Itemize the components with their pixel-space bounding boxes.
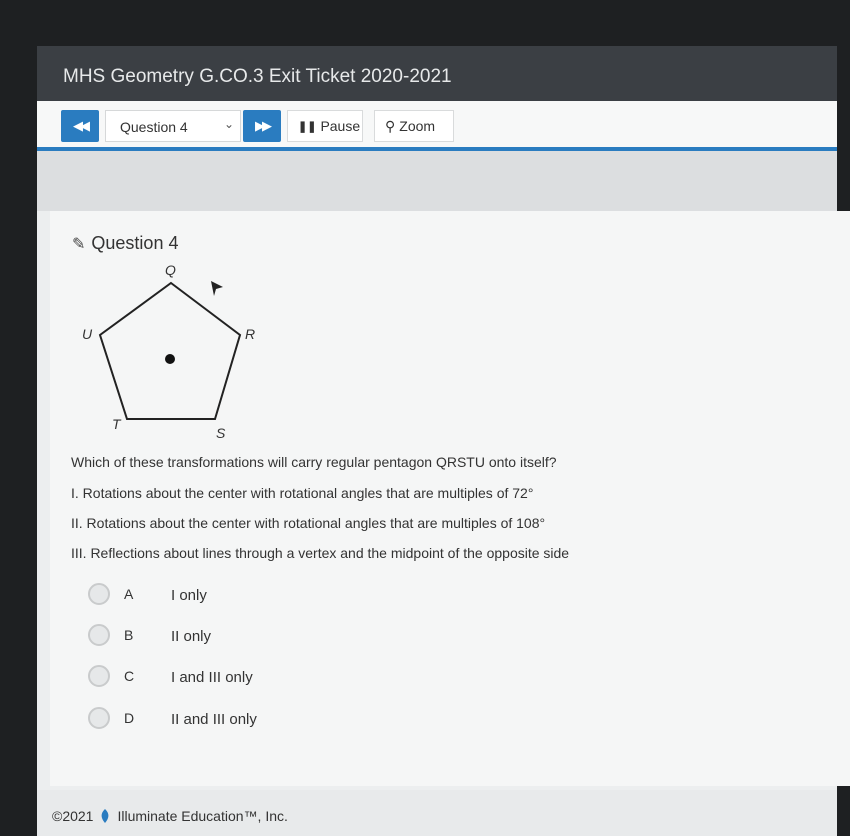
radio-d[interactable]: [88, 707, 110, 729]
copyright-text: ©2021: [52, 808, 94, 824]
pause-label: Pause: [320, 118, 361, 134]
chevron-down-icon: ⌄: [223, 117, 234, 131]
vertex-label-t: T: [112, 416, 121, 432]
statement-3: III. Reflections about lines through a vertex and the midpoint of the opposite side: [71, 545, 570, 561]
center-point: [165, 354, 175, 364]
search-icon: ⚲: [385, 117, 396, 134]
choice-b[interactable]: [88, 624, 488, 650]
question-heading: [72, 233, 178, 254]
question-select-value: Question 4: [120, 119, 188, 135]
fast-forward-icon: ▶▶: [255, 118, 269, 133]
question-card: [50, 211, 850, 786]
header-band: [37, 151, 837, 211]
footer: [37, 790, 837, 836]
zoom-button[interactable]: [374, 110, 454, 142]
statement-2: II. Rotations about the center with rotational angles that are multiples of 108°: [71, 515, 546, 531]
vertex-label-s: S: [216, 425, 226, 441]
rewind-icon: ◀◀: [73, 118, 87, 133]
title-bar: [37, 46, 837, 101]
choice-letter: C: [124, 668, 135, 684]
pentagon-shape: [100, 283, 240, 419]
choice-a[interactable]: [88, 583, 488, 609]
pause-button[interactable]: [287, 110, 363, 142]
choice-c[interactable]: [88, 665, 488, 691]
question-title: Question 4: [91, 233, 179, 253]
zoom-label: Zoom: [399, 118, 436, 134]
choice-text: II only: [171, 628, 212, 645]
question-prompt: Which of these transformations will carry regular pentagon QRSTU onto itself?: [71, 454, 557, 470]
choice-d[interactable]: [88, 707, 488, 733]
choice-text: I and III only: [171, 669, 253, 686]
radio-b[interactable]: [88, 624, 110, 646]
radio-a[interactable]: [88, 583, 110, 605]
app-title: MHS Geometry G.CO.3 Exit Ticket 2020-2021: [63, 66, 452, 87]
question-select[interactable]: [105, 110, 241, 142]
cursor-icon: [211, 281, 223, 296]
choice-letter: B: [124, 627, 134, 643]
company-name: Illuminate Education™, Inc.: [117, 808, 288, 824]
vertex-label-q: Q: [165, 262, 176, 278]
choice-text: II and III only: [171, 711, 257, 728]
previous-question-button[interactable]: [61, 110, 99, 142]
illuminate-logo-icon: [99, 809, 111, 823]
choice-text: I only: [171, 587, 207, 604]
next-question-button[interactable]: [243, 110, 281, 142]
pause-icon: ❚❚: [298, 120, 317, 133]
pencil-icon: ✎: [72, 235, 86, 253]
choice-letter: D: [124, 710, 135, 726]
pentagon-diagram: [75, 259, 295, 441]
vertex-label-u: U: [82, 326, 93, 342]
radio-c[interactable]: [88, 665, 110, 687]
app-window: [37, 46, 837, 836]
statement-1: I. Rotations about the center with rotational angles that are multiples of 72°: [71, 485, 534, 501]
choice-letter: A: [124, 586, 134, 602]
toolbar: [37, 101, 837, 151]
vertex-label-r: R: [245, 326, 256, 342]
